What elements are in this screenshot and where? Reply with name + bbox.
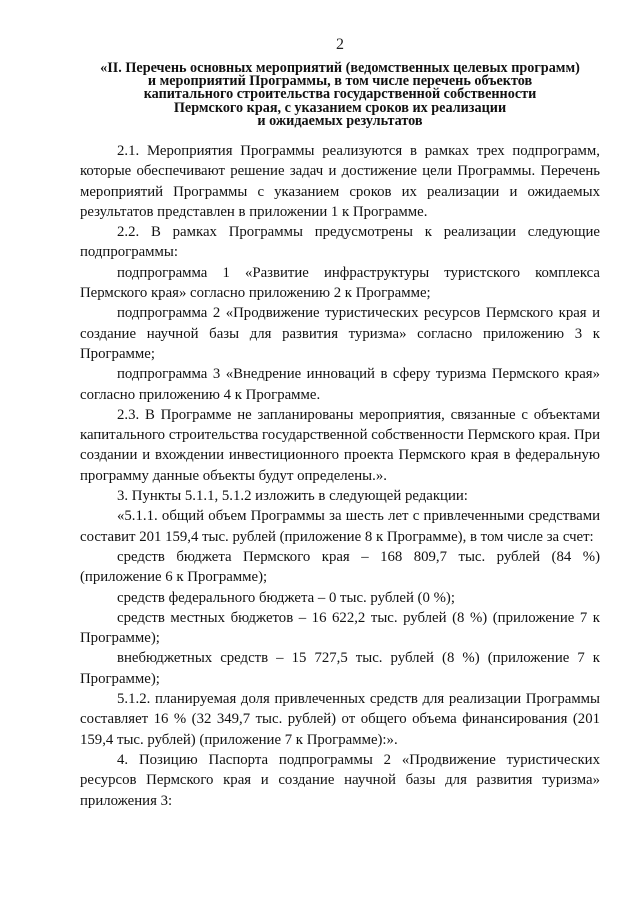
page-number: 2 bbox=[336, 36, 344, 53]
paragraph: 2.3. В Программе не запланированы мероприятия, связанные с объектами капитального строительства государственной собственности Пермского края. При создании и вхождении инвестиционного проекта Пермского края в федеральную программу данные объекты будут определены.». bbox=[80, 406, 600, 484]
heading-line: Пермского края, с указанием сроков их реализации bbox=[173, 99, 507, 116]
paragraph: 2.2. В рамках Программы предусмотрены к реализации следующие подпрограммы: bbox=[80, 224, 600, 261]
document-body bbox=[80, 141, 600, 811]
section-heading bbox=[80, 62, 600, 128]
paragraph: «5.1.1. общий объем Программы за шесть лет с привлеченными средствами составит 201 159,4 тыс. рублей (приложение 8 к Программе), в том числе за счет: bbox=[80, 508, 600, 545]
paragraph: средств местных бюджетов – 16 622,2 тыс. рублей (8 %) (приложение 7 к Программе); bbox=[80, 609, 600, 647]
heading-line: «II. Перечень основных мероприятий (ведомственных целевых программ) bbox=[100, 60, 580, 76]
paragraph: средств федерального бюджета – 0 тыс. рублей (0 %); bbox=[117, 589, 455, 606]
heading-line: капитального строительства государственной собственности bbox=[143, 86, 537, 103]
heading-line: и ожидаемых результатов bbox=[257, 112, 423, 129]
paragraph: внебюджетных средств – 15 727,5 тыс. рублей (8 %) (приложение 7 к Программе); bbox=[80, 650, 600, 687]
paragraph: 4. Позицию Паспорта подпрограммы 2 «Продвижение туристических ресурсов Пермского края и создание научной базы для развития туризма» приложения 3: bbox=[80, 751, 600, 809]
heading-line: и мероприятий Программы, в том числе перечень объектов bbox=[147, 73, 533, 90]
paragraph: подпрограмма 2 «Продвижение туристических ресурсов Пермского края и создание научной базы для развития туризма» согласно приложению 3 к Программе; bbox=[80, 305, 600, 362]
paragraph: подпрограмма 1 «Развитие инфраструктуры туристского комплекса Пермского края» согласно приложению 2 к Программе; bbox=[80, 264, 600, 302]
paragraph: подпрограмма 3 «Внедрение инноваций в сферу туризма Пермского края» согласно приложению 4 к Программе. bbox=[80, 366, 600, 403]
paragraph: 5.1.2. планируемая доля привлеченных средств для реализации Программы составляет 16 % (32 349,7 тыс. рублей) от общего объема финансирования (201 159,4 тыс. рублей) (приложение 7 к Программе):». bbox=[80, 691, 600, 748]
paragraph: средств бюджета Пермского края – 168 809,7 тыс. рублей (84 %) (приложение 6 к Программе); bbox=[80, 548, 600, 586]
paragraph: 3. Пункты 5.1.1, 5.1.2 изложить в следующей редакции: bbox=[117, 488, 468, 505]
paragraph: 2.1. Мероприятия Программы реализуются в рамках трех подпрограмм, которые обеспечивают решение задач и достижение цели Программы. Перечень мероприятий Программы с указанием сроков их реализации и ожидаемых результатов представлен в приложении 1 к Программе. bbox=[80, 143, 600, 220]
